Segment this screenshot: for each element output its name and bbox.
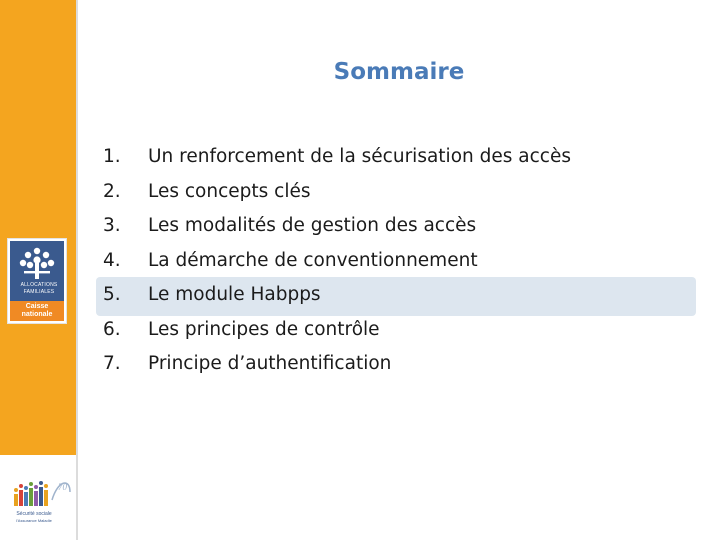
agenda-item <box>0 175 720 209</box>
agenda-item <box>0 244 720 278</box>
securite-sociale-logo <box>8 470 74 528</box>
agenda-item-number: 5. <box>103 284 121 305</box>
caf-logo-line4: nationale <box>21 311 53 318</box>
slide-title: Sommaire <box>333 59 465 85</box>
agenda-item-number: 7. <box>103 353 121 374</box>
securite-sociale-emblem-icon <box>8 470 74 512</box>
agenda-item <box>0 347 720 381</box>
agenda-item <box>0 140 720 174</box>
agenda-item-number: 6. <box>103 318 121 340</box>
secu-logo-line1: Sécurité sociale <box>16 511 52 517</box>
agenda-item-label: Le module Habpps <box>148 284 321 305</box>
agenda-item-label: Un renforcement de la sécurisation des accès <box>148 146 571 167</box>
agenda-item-current <box>0 278 720 312</box>
agenda-item-number: 3. <box>103 215 121 236</box>
agenda-item-label: La démarche de conventionnement <box>148 249 478 271</box>
svg-text:70: 70 <box>58 482 67 492</box>
agenda-item <box>0 209 720 243</box>
agenda-item-label: Les concepts clés <box>148 180 311 202</box>
agenda-item-number: 1. <box>103 146 121 167</box>
caf-logo-line3: Caisse <box>25 303 49 310</box>
agenda-item-number: 2. <box>103 180 121 202</box>
caf-logo-line2: FAMILIALES <box>23 289 55 295</box>
agenda-item <box>0 313 720 347</box>
caf-logo-line1: ALLOCATIONS <box>20 282 58 288</box>
agenda-item-number: 4. <box>103 249 121 271</box>
agenda-item-label: Principe d’authentification <box>148 353 392 374</box>
secu-logo-line2: l'Assurance Maladie <box>16 518 52 523</box>
agenda-item-label: Les principes de contrôle <box>148 318 380 340</box>
agenda-item-label: Les modalités de gestion des accès <box>148 215 477 236</box>
